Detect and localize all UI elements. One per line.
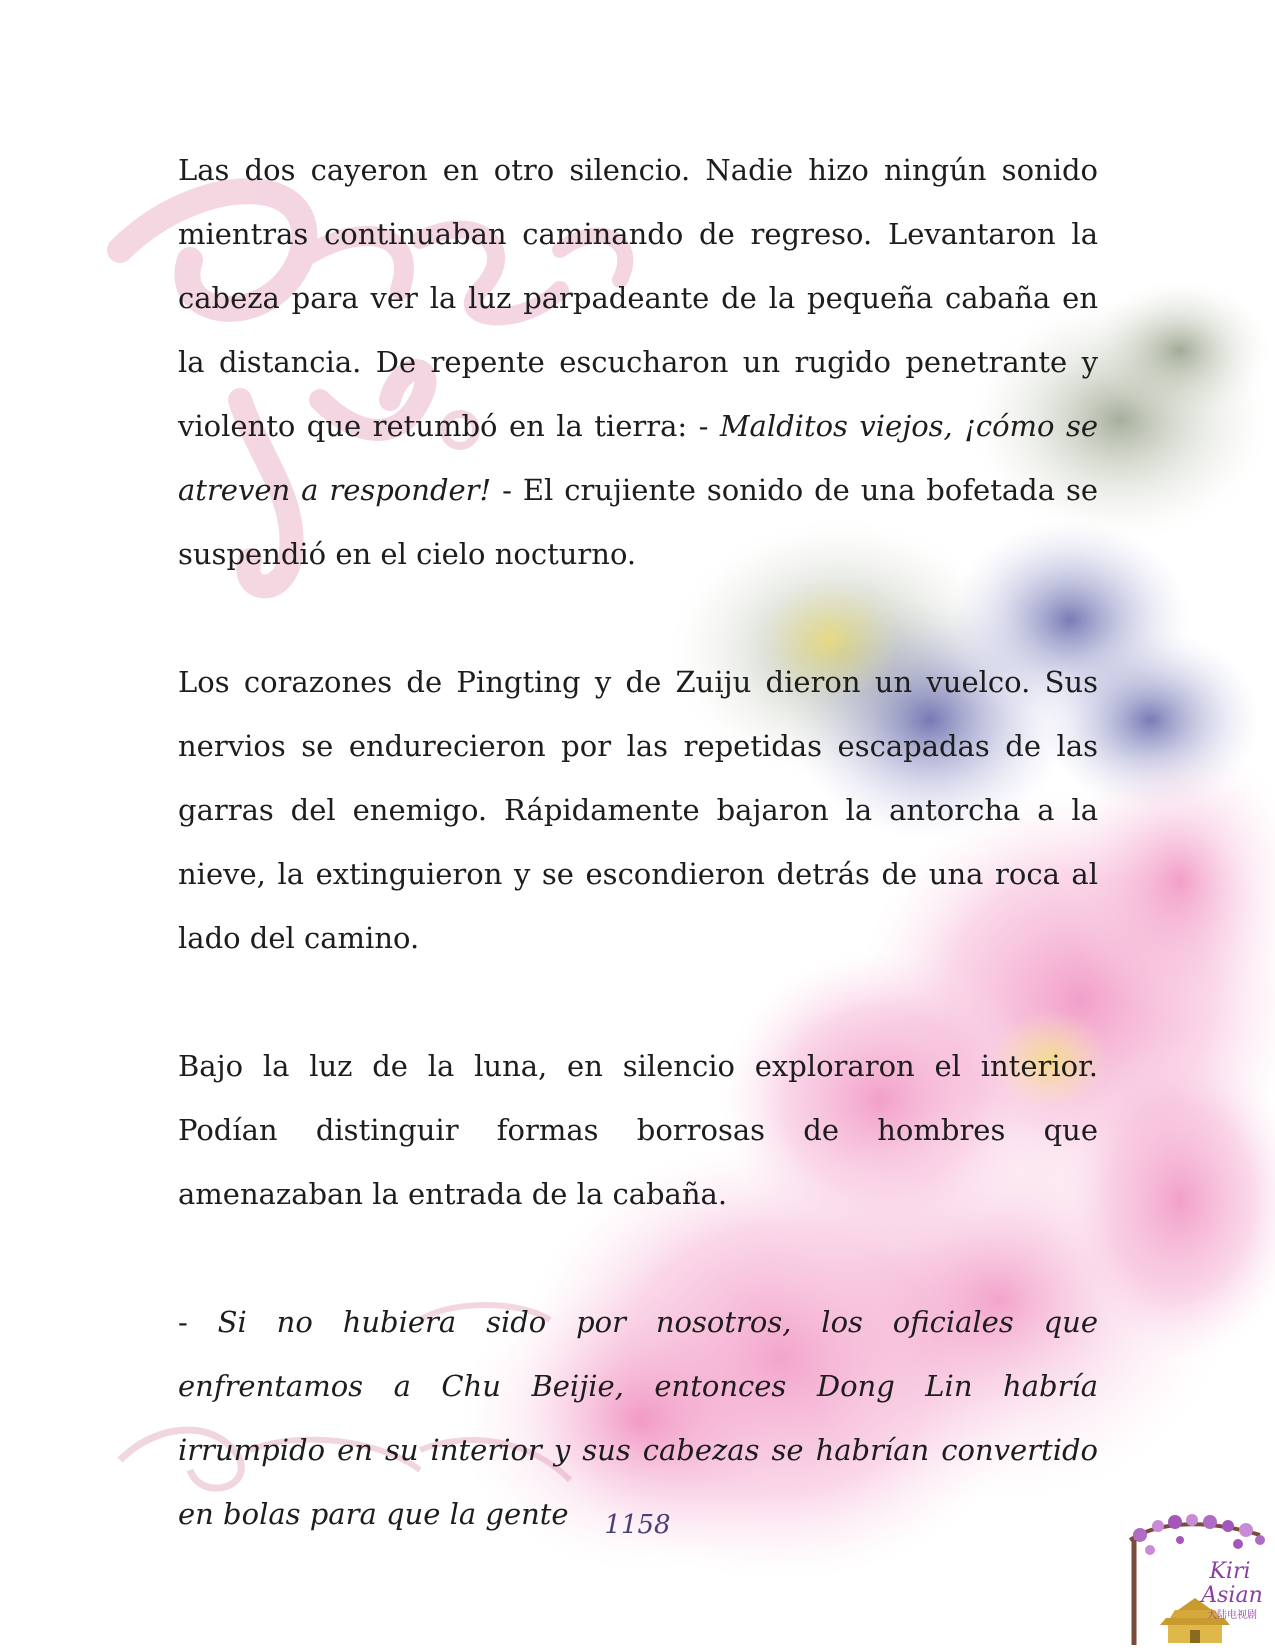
document-body (178, 138, 1098, 1546)
paragraph (178, 1290, 1098, 1546)
kiri-asian-logo (1120, 1510, 1270, 1650)
page-number: 1158 (604, 1510, 671, 1540)
narrative-text: Los corazones de Pingting y de Zuiju dieron un vuelco. Sus nervios se endurecieron por las repetidas escapadas de las garras del enemigo. Rápidamente bajaron la antorcha a la nieve, la extinguieron y se escondieron detrás de una roca al lado del camino. (178, 665, 1098, 955)
paragraph (178, 1034, 1098, 1226)
paragraph (178, 650, 1098, 970)
dialogue-text: Si no hubiera sido por nosotros, los oficiales que enfrentamos a Chu Beijie, entonces Dong Lin habría irrumpido en su interior y sus cabezas se habrían convertido en bolas para que la gente (178, 1305, 1098, 1531)
narrative-text: Las dos cayeron en otro silencio. Nadie hizo ningún sonido mientras continuaban caminando de regreso. Levantaron la cabeza para ver la luz parpadeante de la pequeña cabaña en la distancia. De repente escucharon un rugido penetrante y violento que retumbó en la tierra: - (178, 153, 1098, 443)
narrative-text: Bajo la luz de la luna, en silencio exploraron el interior. Podían distinguir formas borrosas de hombres que amenazaban la entrada de la cabaña. (178, 1049, 1098, 1211)
logo-subtitle: 大陆电视剧 (1207, 1610, 1257, 1621)
dialogue-text: Malditos viejos, ¡cómo se atreven a responder! (178, 409, 1099, 507)
narrative-text: - (178, 1305, 218, 1339)
logo-name-line-2: Asian (1201, 1583, 1263, 1608)
logo-name-line-1: Kiri (1209, 1559, 1251, 1584)
paragraph (178, 138, 1098, 586)
narrative-text: - El crujiente sonido de una bofetada se suspendió en el cielo nocturno. (178, 473, 1098, 571)
